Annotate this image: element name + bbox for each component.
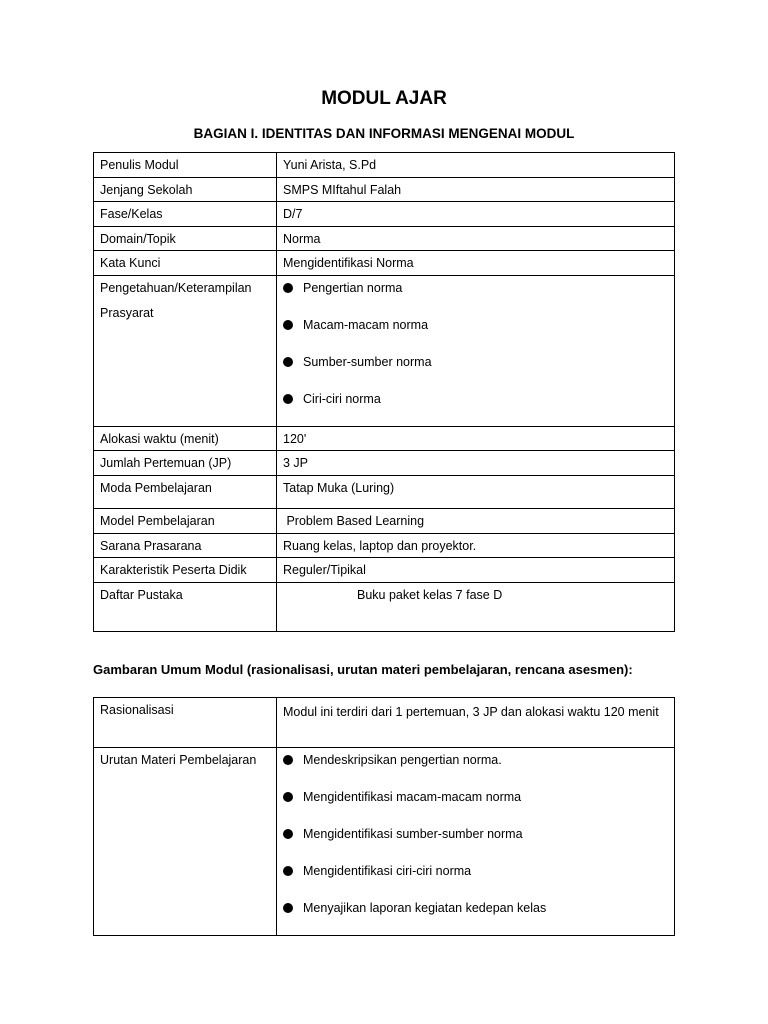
list-item-text: Mengidentifikasi ciri-ciri norma: [303, 864, 472, 878]
bullet-icon: [283, 283, 293, 293]
list-item-text: Mengidentifikasi sumber-sumber norma: [303, 827, 523, 841]
row-label: Jumlah Pertemuan (JP): [94, 451, 277, 476]
row-value: 3 JP: [277, 451, 675, 476]
list-item-text: Menyajikan laporan kegiatan kedepan kelas: [303, 901, 547, 915]
row-label: Fase/Kelas: [94, 202, 277, 227]
list-item: [283, 898, 668, 935]
row-label: Rasionalisasi: [94, 698, 277, 748]
row-label-line: Prasyarat: [100, 306, 154, 320]
list-item: [283, 824, 668, 861]
bullet-icon: [283, 792, 293, 802]
row-label: Model Pembelajaran: [94, 509, 277, 534]
row-value: Ruang kelas, laptop dan proyektor.: [277, 534, 675, 558]
table-row: [94, 476, 675, 509]
list-item-text: Mendeskripsikan pengertian norma.: [303, 753, 502, 767]
section-subtitle: BAGIAN I. IDENTITAS DAN INFORMASI MENGENAI MODUL: [193, 126, 575, 141]
row-value: Reguler/Tipikal: [277, 558, 675, 583]
row-label: Jenjang Sekolah: [94, 178, 277, 202]
overview-heading: Gambaran Umum Modul (rasionalisasi, urutan materi pembelajaran, rencana asesmen):: [93, 662, 633, 677]
row-label: Domain/Topik: [94, 227, 277, 251]
row-value: D/7: [277, 202, 675, 227]
row-label: Kata Kunci: [94, 251, 277, 276]
row-value: Mengidentifikasi Norma: [277, 251, 675, 276]
bullet-icon: [283, 394, 293, 404]
row-value: [277, 748, 675, 936]
list-item-text: Mengidentifikasi macam-macam norma: [303, 790, 522, 804]
row-value: SMPS MIftahul Falah: [277, 178, 675, 202]
bullet-icon: [283, 357, 293, 367]
row-value-text: Buku paket kelas 7 fase D: [357, 588, 503, 602]
prerequisite-list: [283, 278, 668, 426]
row-label-line: Pengetahuan/Keterampilan: [100, 281, 252, 295]
row-value: Problem Based Learning: [277, 509, 675, 534]
overview-table: [93, 697, 675, 936]
table-row: [94, 202, 675, 227]
row-label: Alokasi waktu (menit): [94, 427, 277, 451]
list-item: [283, 861, 668, 898]
list-item-text: Pengertian norma: [303, 281, 403, 295]
table-row: [94, 748, 675, 936]
row-label: Moda Pembelajaran: [94, 476, 277, 509]
table-row: [94, 451, 675, 476]
table-row: [94, 227, 675, 251]
bullet-icon: [283, 320, 293, 330]
table-row: [94, 427, 675, 451]
table-row: [94, 583, 675, 632]
bullet-icon: [283, 755, 293, 765]
list-item-text: Ciri-ciri norma: [303, 392, 381, 406]
row-label: Karakteristik Peserta Didik: [94, 558, 277, 583]
list-item: [283, 315, 668, 352]
row-value: Yuni Arista, S.Pd: [277, 153, 675, 178]
list-item: [283, 750, 668, 787]
row-value: Tatap Muka (Luring): [277, 476, 675, 509]
row-label: [94, 276, 277, 427]
row-value: Norma: [277, 227, 675, 251]
table-row: [94, 534, 675, 558]
table-row: [94, 698, 675, 748]
list-item: [283, 787, 668, 824]
bullet-icon: [283, 866, 293, 876]
table-row: [94, 558, 675, 583]
bullet-icon: [283, 829, 293, 839]
document-title: MODUL AJAR: [321, 88, 447, 109]
row-value: Modul ini terdiri dari 1 pertemuan, 3 JP dan alokasi waktu 120 menit: [277, 698, 675, 748]
list-item-text: Macam-macam norma: [303, 318, 429, 332]
row-label: Penulis Modul: [94, 153, 277, 178]
row-value: [277, 276, 675, 427]
material-sequence-list: [283, 750, 668, 935]
row-value: [277, 583, 675, 632]
table-row: [94, 178, 675, 202]
row-value: 120': [277, 427, 675, 451]
table-row: [94, 276, 675, 427]
list-item: [283, 352, 668, 389]
row-label: Daftar Pustaka: [94, 583, 277, 632]
row-label: Sarana Prasarana: [94, 534, 277, 558]
list-item-text: Sumber-sumber norma: [303, 355, 432, 369]
list-item: [283, 278, 668, 315]
table-row: [94, 251, 675, 276]
bullet-icon: [283, 903, 293, 913]
list-item: [283, 389, 668, 426]
row-label: Urutan Materi Pembelajaran: [94, 748, 277, 936]
identity-table: [93, 152, 675, 632]
table-row: [94, 509, 675, 534]
table-row: [94, 153, 675, 178]
